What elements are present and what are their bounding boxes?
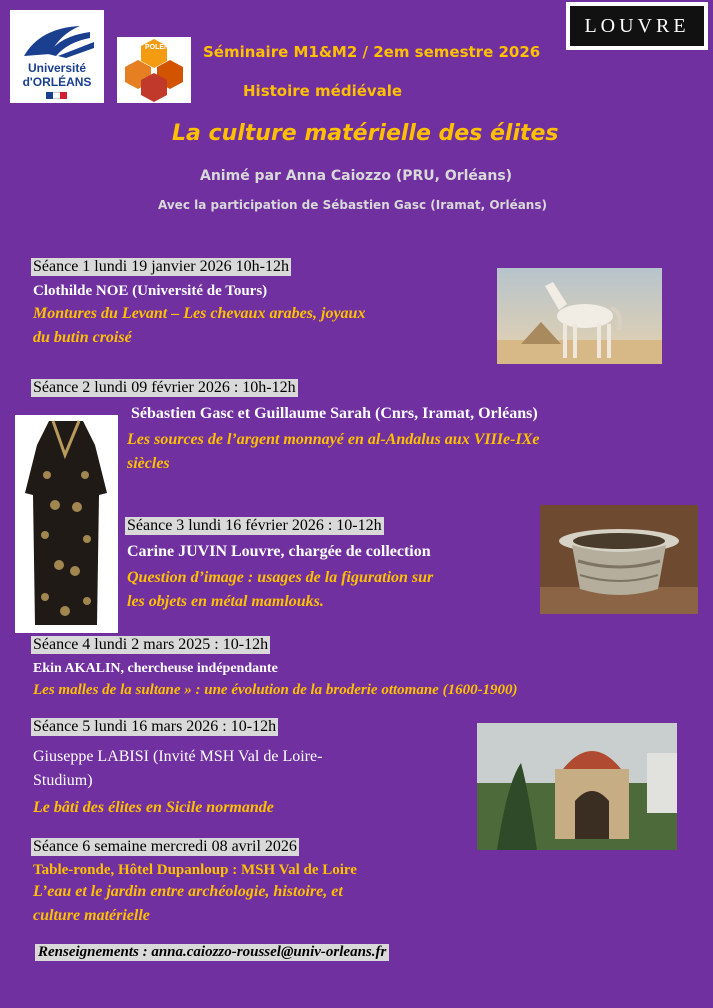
session-1-topic-line: du butin croisé bbox=[33, 329, 132, 346]
session-6-topic bbox=[33, 880, 343, 928]
polen-logo bbox=[117, 37, 191, 103]
seminaire-heading: Séminaire M1&M2 / 2em semestre 2026 bbox=[203, 43, 541, 61]
anime-par: Animé par Anna Caiozzo (PRU, Orléans) bbox=[200, 168, 513, 184]
page-title: La culture matérielle des élites bbox=[172, 121, 559, 146]
louvre-logo bbox=[566, 2, 708, 50]
ottoman-robe-image bbox=[15, 415, 118, 633]
louvre-logo-text: LOUVRE bbox=[570, 6, 704, 46]
session-4-speaker: Ekin AKALIN, chercheuse indépendante bbox=[33, 661, 278, 676]
session-5-speaker-line: Studium) bbox=[33, 772, 93, 789]
session-3-topic-line: les objets en métal mamlouks. bbox=[127, 593, 324, 610]
session-6-date: Séance 6 semaine mercredi 08 avril 2026 bbox=[33, 838, 297, 855]
session-4-topic: Les malles de la sultane » : une évolution de la broderie ottomane (1600-1900) bbox=[33, 682, 518, 698]
session-3-topic-line: Question d’image : usages de la figuration sur bbox=[127, 569, 434, 586]
sicilian-building-image bbox=[477, 723, 677, 850]
session-5-speaker-line: Giuseppe LABISI (Invité MSH Val de Loire- bbox=[33, 748, 323, 765]
discipline-heading: Histoire médiévale bbox=[243, 82, 403, 100]
session-3-date: Séance 3 lundi 16 février 2026 : 10-12h bbox=[127, 517, 382, 534]
mamluk-metal-basin-image bbox=[540, 505, 698, 614]
universite-logo-line2: d'ORLÉANS bbox=[22, 75, 92, 89]
session-5-date: Séance 5 lundi 16 mars 2026 : 10-12h bbox=[33, 718, 277, 735]
session-6-topic-line: culture matérielle bbox=[33, 907, 150, 924]
session-5-topic: Le bâti des élites en Sicile normande bbox=[33, 799, 274, 816]
session-2-topic-line: siècles bbox=[127, 455, 170, 472]
session-3-speaker: Carine JUVIN Louvre, chargée de collection bbox=[127, 543, 431, 560]
session-2-speaker: Sébastien Gasc et Guillaume Sarah (Cnrs, Iramat, Orléans) bbox=[131, 405, 538, 422]
universite-logo-line1: Université bbox=[27, 61, 87, 75]
arabian-horse-image bbox=[497, 268, 662, 364]
session-1-date: Séance 1 lundi 19 janvier 2026 10h-12h bbox=[33, 258, 289, 275]
session-5-speaker bbox=[33, 745, 322, 793]
session-1-topic bbox=[33, 302, 365, 350]
session-6-speaker: Table-ronde, Hôtel Dupanloup : MSH Val de Loire bbox=[33, 862, 357, 878]
contact-email: Renseignements : anna.caiozzo-roussel@univ-orleans.fr bbox=[35, 944, 389, 961]
polen-label: POLEN bbox=[145, 44, 170, 51]
participation: Avec la participation de Sébastien Gasc (Iramat, Orléans) bbox=[158, 198, 547, 212]
session-1-speaker: Clothilde NOE (Université de Tours) bbox=[33, 283, 268, 299]
session-2-date: Séance 2 lundi 09 février 2026 : 10h-12h bbox=[33, 379, 296, 396]
universite-orleans-logo bbox=[10, 10, 104, 103]
session-2-topic bbox=[127, 428, 539, 476]
session-6-topic-line: L’eau et le jardin entre archéologie, histoire, et bbox=[33, 883, 343, 900]
session-2-topic-line: Les sources de l’argent monnayé en al-Andalus aux VIIIe-IXe bbox=[127, 431, 540, 448]
session-3-topic bbox=[127, 566, 433, 614]
session-1-topic-line: Montures du Levant – Les chevaux arabes, joyaux bbox=[33, 305, 366, 322]
session-4-date: Séance 4 lundi 2 mars 2025 : 10-12h bbox=[33, 636, 269, 653]
